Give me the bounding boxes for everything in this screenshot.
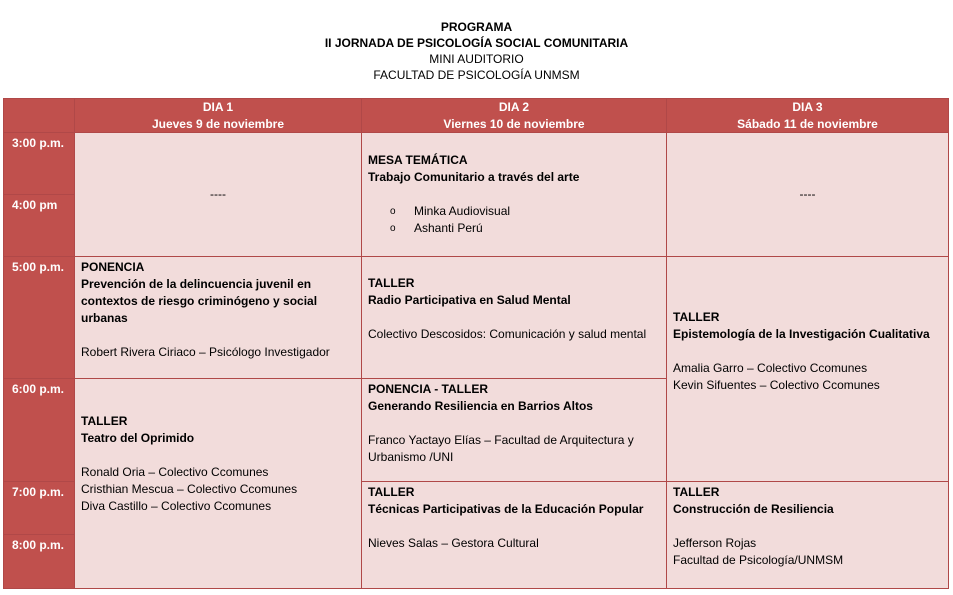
faculty: FACULTAD DE PSICOLOGÍA UNMSM	[373, 68, 580, 82]
venue: MINI AUDITORIO	[429, 52, 524, 66]
day3-date: Sábado 11 de noviembre	[737, 117, 878, 131]
event-title: II JORNADA DE PSICOLOGÍA SOCIAL COMUNITARIA	[324, 36, 629, 50]
session-person: Kevin Sifuentes – Colectivo Ccomunes	[673, 378, 880, 392]
d1-taller	[74, 378, 362, 589]
session-speaker: Colectivo Descosidos: Comunicación y salud mental	[368, 327, 647, 341]
session-person: Ronald Oria – Colectivo Ccomunes	[81, 465, 269, 479]
session-type: TALLER	[673, 310, 720, 324]
d3-epistemologia	[666, 256, 949, 482]
session-type: TALLER	[81, 414, 128, 428]
list-item: o Minka Audiovisual	[390, 204, 511, 218]
d2-radio	[361, 256, 667, 379]
d1-empty-slot: ----	[74, 132, 362, 257]
corner-header	[3, 98, 75, 133]
day1-date: Jueves 9 de noviembre	[151, 117, 285, 131]
d1-ponencia	[74, 256, 362, 379]
time-slot: 8:00 p.m.	[3, 534, 75, 589]
session-type: TALLER	[673, 485, 720, 499]
d2-resiliencia	[361, 378, 667, 482]
session-speaker: Robert Rivera Ciriaco – Psicólogo Investigador	[81, 345, 330, 359]
session-title: Radio Participativa en Salud Mental	[368, 293, 571, 307]
day1-header	[74, 98, 362, 133]
day3-header	[666, 98, 949, 133]
session-title: Epistemología de la Investigación Cualitativa	[673, 327, 930, 341]
session-title: Trabajo Comunitario a través del arte	[368, 170, 580, 184]
time-slot: 6:00 p.m.	[3, 378, 75, 482]
session-speaker: Franco Yactayo Elías – Facultad de Arquitectura y Urbanismo /UNI	[368, 433, 634, 464]
session-person: Diva Castillo – Colectivo Ccomunes	[81, 499, 272, 513]
time-slot: 3:00 p.m.	[3, 132, 75, 195]
session-type: TALLER	[368, 276, 415, 290]
day1-name: DIA 1	[202, 100, 234, 114]
session-type: TALLER	[368, 485, 415, 499]
day3-name: DIA 3	[792, 100, 823, 114]
session-person: Cristhian Mescua – Colectivo Ccomunes	[81, 482, 298, 496]
session-title: Teatro del Oprimido	[81, 431, 195, 445]
session-type: PONENCIA	[81, 260, 145, 274]
time-slot: 7:00 p.m.	[3, 481, 75, 535]
session-title: Técnicas Participativas de la Educación Popular	[368, 502, 644, 516]
session-type: MESA TEMÁTICA	[368, 153, 468, 167]
session-title: Prevención de la delincuencia juvenil en contextos de riesgo criminógeno y social urbanas	[81, 277, 318, 325]
d3-empty-slot: ----	[666, 132, 949, 257]
session-title: Construcción de Resiliencia	[673, 502, 834, 516]
session-person: Facultad de Psicología/UNMSM	[673, 553, 844, 567]
list-item: o Ashanti Perú	[390, 221, 483, 235]
session-speaker: Nieves Salas – Gestora Cultural	[368, 536, 539, 550]
d3-construccion	[666, 481, 949, 589]
day2-header	[361, 98, 667, 133]
time-slot: 4:00 pm	[3, 194, 75, 257]
session-person: Amalia Garro – Colectivo Ccomunes	[673, 361, 868, 375]
day2-name: DIA 2	[498, 100, 530, 114]
day2-date: Viernes 10 de noviembre	[443, 117, 585, 131]
session-person: Jefferson Rojas	[673, 536, 757, 550]
d2-mesa-tematica	[361, 132, 667, 257]
session-type: PONENCIA - TALLER	[368, 382, 488, 396]
program-title: PROGRAMA	[440, 20, 513, 34]
session-title: Generando Resiliencia en Barrios Altos	[368, 399, 593, 413]
time-slot: 5:00 p.m.	[3, 256, 75, 379]
d2-tecnicas	[361, 481, 667, 589]
